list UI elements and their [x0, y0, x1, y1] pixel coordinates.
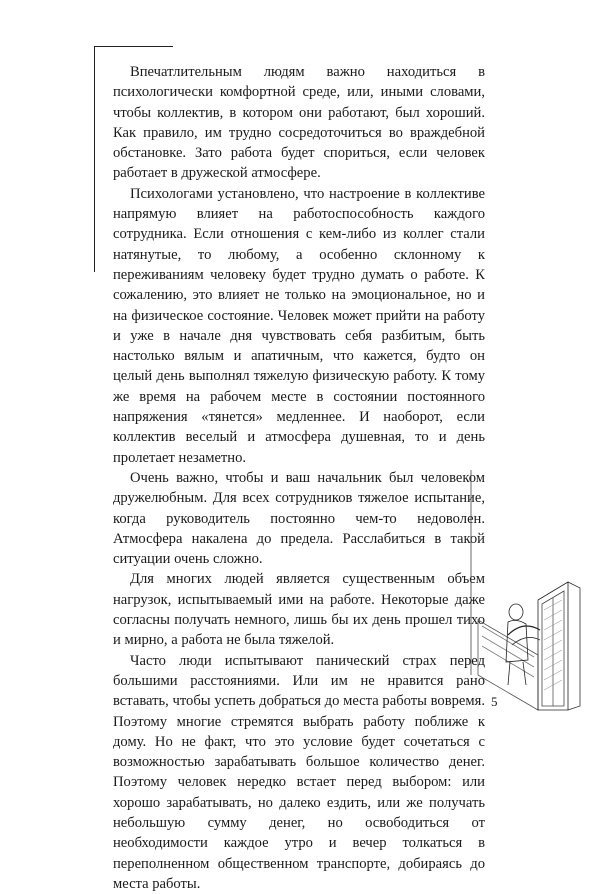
- body-text: [113, 62, 485, 894]
- paragraph-5: Часто люди испытывают панический страх перед большими расстояниями. Или им не нравится рано вставать, чтобы успеть добраться до места работы вовремя. Поэтому многие стремятся выбрать работу поближе к дому. Но не факт, что это условие будет сочетаться с возможностью зарабатывать большое количество денег. Поэтому человек нередко встает перед выбором: или хорошо зарабатывать, но далеко ездить, или же получать небольшую сумму денег, но освободиться от необходимости каждое утро и вечер толкаться в переполненном общественном транспорте, добираясь до места работы.: [113, 652, 485, 892]
- paragraph-4: Для многих людей является существенным объем нагрузок, испытываемый ими на работе. Некоторые даже согласны получать немного, лишь бы их день прошел тихо и мирно, а работа не была тяжелой.: [113, 571, 485, 649]
- paragraph-2: Психологами установлено, что настроение в коллективе напрямую влияет на работоспособность каждого сотрудника. Если отношения с кем-либо из коллег стали натянутые, то любому, а особенно склонному к переживаниям человеку будет трудно думать о работе. К сожалению, это влияет не только на эмоциональное, но и на физическое состояние. Человек может прийти на работу и уже в начале дня чувствовать себя разбитым, быть настолько вялым и апатичным, что кажется, будто он целый день выполнял тяжелую физическую работу. К тому же время на рабочем месте в состоянии постоянного напряжения «тянется» медленнее. И наоборот, если коллектив веселый и атмосфера душевная, то и день пролетает незаметно.: [113, 185, 485, 466]
- paragraph-3: Очень важно, чтобы и ваш начальник был человеком дружелюбным. Для всех сотрудников тяжелое испытание, когда руководитель постоянно чем-то недоволен. Атмосфера накалена до предела. Расслабиться в такой ситуации очень сложно.: [113, 469, 485, 568]
- bus-door-illustration: [468, 470, 586, 725]
- page-number: 5: [491, 694, 498, 709]
- paragraph-1: Впечатлительным людям важно находиться в психологически комфортной среде, или, иными словами, чтобы коллектив, в котором они работают, был хороший. Как правило, им трудно сосредоточиться во враждебной обстановке. Зато работа будет спориться, если человек работает в дружеской атмосфере.: [113, 64, 485, 182]
